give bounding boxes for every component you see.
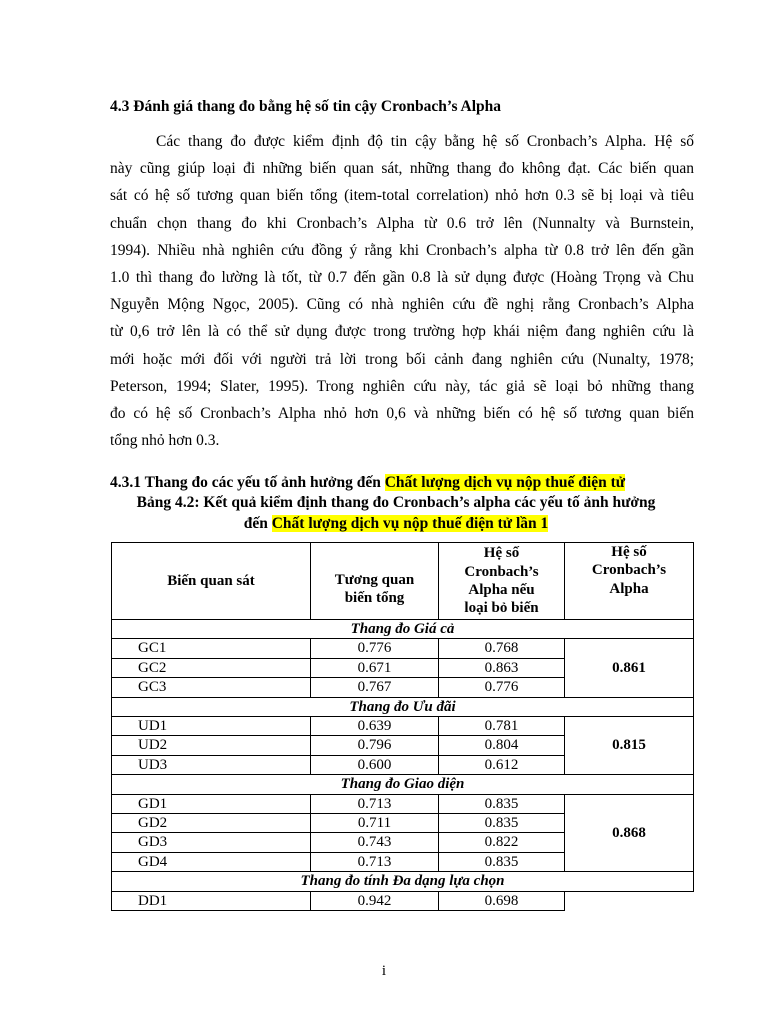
- correlation-cell: 0.671: [311, 658, 439, 677]
- group-name: Thang đo tính Đa dạng lựa chọn: [112, 872, 694, 891]
- variable-cell: UD3: [112, 755, 311, 774]
- variable-cell: UD2: [112, 736, 311, 755]
- alpha-if-deleted-cell: 0.835: [439, 852, 565, 871]
- group-alpha-cell: 0.868: [565, 794, 694, 872]
- alpha-if-deleted-cell: 0.835: [439, 794, 565, 813]
- group-row: [112, 872, 694, 891]
- alpha-if-deleted-cell: 0.776: [439, 678, 565, 697]
- table-row: [112, 717, 694, 736]
- paragraph-line: Nguyễn Mộng Ngọc, 2005). Cũng có nhà nghiên cứu đề nghị rằng Cronbach’s Alpha: [110, 296, 694, 314]
- correlation-cell: 0.942: [311, 891, 439, 910]
- table-row: [112, 794, 694, 813]
- subsection-prefix: 4.3.1 Thang đo các yếu tố ảnh hưởng đến: [110, 474, 385, 491]
- group-name: Thang đo Giá cả: [112, 620, 694, 639]
- table-header-row: [112, 543, 694, 620]
- group-row: [112, 775, 694, 794]
- alpha-if-deleted-cell: 0.835: [439, 814, 565, 833]
- alpha-if-deleted-cell: 0.698: [439, 891, 565, 910]
- alpha-if-deleted-cell: 0.804: [439, 736, 565, 755]
- paragraph-line: này cũng giúp loại đi những biến quan sát, những thang đo không đạt. Các biến quan: [110, 160, 694, 178]
- correlation-cell: 0.711: [311, 814, 439, 833]
- correlation-cell: 0.639: [311, 717, 439, 736]
- group-alpha-cell: [565, 891, 694, 910]
- header-variable: Biến quan sát: [112, 543, 311, 620]
- paragraph-line: sát có hệ số tương quan biến tổng (item-total correlation) nhỏ hơn 0.3 sẽ bị loại và tiêu: [110, 187, 694, 205]
- group-row: [112, 620, 694, 639]
- variable-cell: GC3: [112, 678, 311, 697]
- caption-highlight: Chất lượng dịch vụ nộp thuế điện tử lần 1: [271, 515, 549, 532]
- cronbach-alpha-table: [111, 542, 694, 911]
- correlation-cell: 0.776: [311, 639, 439, 658]
- section-heading: 4.3 Đánh giá thang đo bằng hệ số tin cậy Cronbach’s Alpha: [110, 98, 502, 115]
- paragraph-line: 1.0 thì thang đo lường là tốt, từ 0.7 đến gần 0.8 là sử dụng được (Hoàng Trọng và Chu: [110, 269, 694, 287]
- caption-line-1: Bảng 4.2: Kết quả kiểm định thang đo Cronbach’s alpha các yếu tố ảnh hưởng: [136, 494, 656, 511]
- table-caption: [96, 492, 696, 534]
- group-name: Thang đo Giao diện: [112, 775, 694, 794]
- table-row: [112, 891, 694, 910]
- paragraph-line: mới hoặc mới đối với người trả lời trong bối cảnh đang nghiên cứu (Nunalty, 1978;: [110, 350, 694, 368]
- variable-cell: GC2: [112, 658, 311, 677]
- paragraph-line: từ 0,6 trở lên là có thể sử dụng được trong trường hợp khái niệm đang nghiên cứu là: [110, 323, 694, 341]
- variable-cell: UD1: [112, 717, 311, 736]
- header-cronbach-alpha: [565, 543, 694, 620]
- variable-cell: GD4: [112, 852, 311, 871]
- paragraph-line: 1994). Nhiều nhà nghiên cứu đồng ý rằng khi Cronbach’s alpha từ 0.8 trở lên đến gần: [110, 241, 694, 259]
- paragraph-line: chuẩn chọn thang đo khi Cronbach’s Alpha từ 0.6 trở lên (Nunnalty và Burnstein,: [110, 214, 694, 232]
- correlation-cell: 0.713: [311, 852, 439, 871]
- caption-line-2: [96, 513, 696, 534]
- paragraph-line: Peterson, 1994; Slater, 1995). Trong nghiên cứu này, tác giả sẽ loại bỏ những thang: [110, 377, 694, 395]
- variable-cell: DD1: [112, 891, 311, 910]
- alpha-if-deleted-cell: 0.612: [439, 755, 565, 774]
- correlation-cell: 0.743: [311, 833, 439, 852]
- variable-cell: GC1: [112, 639, 311, 658]
- correlation-cell: 0.600: [311, 755, 439, 774]
- header-item-total-correlation-text: Tương quan biến tổng: [334, 571, 415, 606]
- alpha-if-deleted-cell: 0.822: [439, 833, 565, 852]
- group-alpha-cell: 0.815: [565, 717, 694, 775]
- table-row: [112, 639, 694, 658]
- paragraph-line: tổng nhỏ hơn 0.3.: [110, 432, 220, 450]
- header-item-total-correlation: [311, 543, 439, 620]
- group-name: Thang đo Ưu đãi: [112, 697, 694, 716]
- subsection-heading: [110, 472, 710, 494]
- paragraph-line: đo có hệ số Cronbach’s Alpha nhỏ hơn 0,6 và những biến có hệ số tương quan biến: [110, 405, 694, 423]
- subsection-highlight: Chất lượng dịch vụ nộp thuế điện tử: [384, 474, 626, 491]
- group-alpha-cell: 0.861: [565, 639, 694, 697]
- variable-cell: GD1: [112, 794, 311, 813]
- variable-cell: GD2: [112, 814, 311, 833]
- alpha-if-deleted-cell: 0.781: [439, 717, 565, 736]
- correlation-cell: 0.713: [311, 794, 439, 813]
- alpha-if-deleted-cell: 0.768: [439, 639, 565, 658]
- header-alpha-if-deleted-text: Hệ số Cronbach’s Alpha nếu loại bỏ biến: [464, 545, 539, 617]
- variable-cell: GD3: [112, 833, 311, 852]
- page-number: i: [381, 963, 387, 979]
- correlation-cell: 0.796: [311, 736, 439, 755]
- alpha-if-deleted-cell: 0.863: [439, 658, 565, 677]
- body-paragraph: [110, 128, 694, 454]
- header-cronbach-alpha-text: Hệ số Cronbach’s Alpha: [591, 544, 667, 597]
- header-alpha-if-deleted: [439, 543, 565, 620]
- caption-prefix: đến: [243, 515, 272, 532]
- paragraph-line: Các thang đo được kiểm định độ tin cậy bằng hệ số Cronbach’s Alpha. Hệ số: [156, 133, 694, 150]
- correlation-cell: 0.767: [311, 678, 439, 697]
- group-row: [112, 697, 694, 716]
